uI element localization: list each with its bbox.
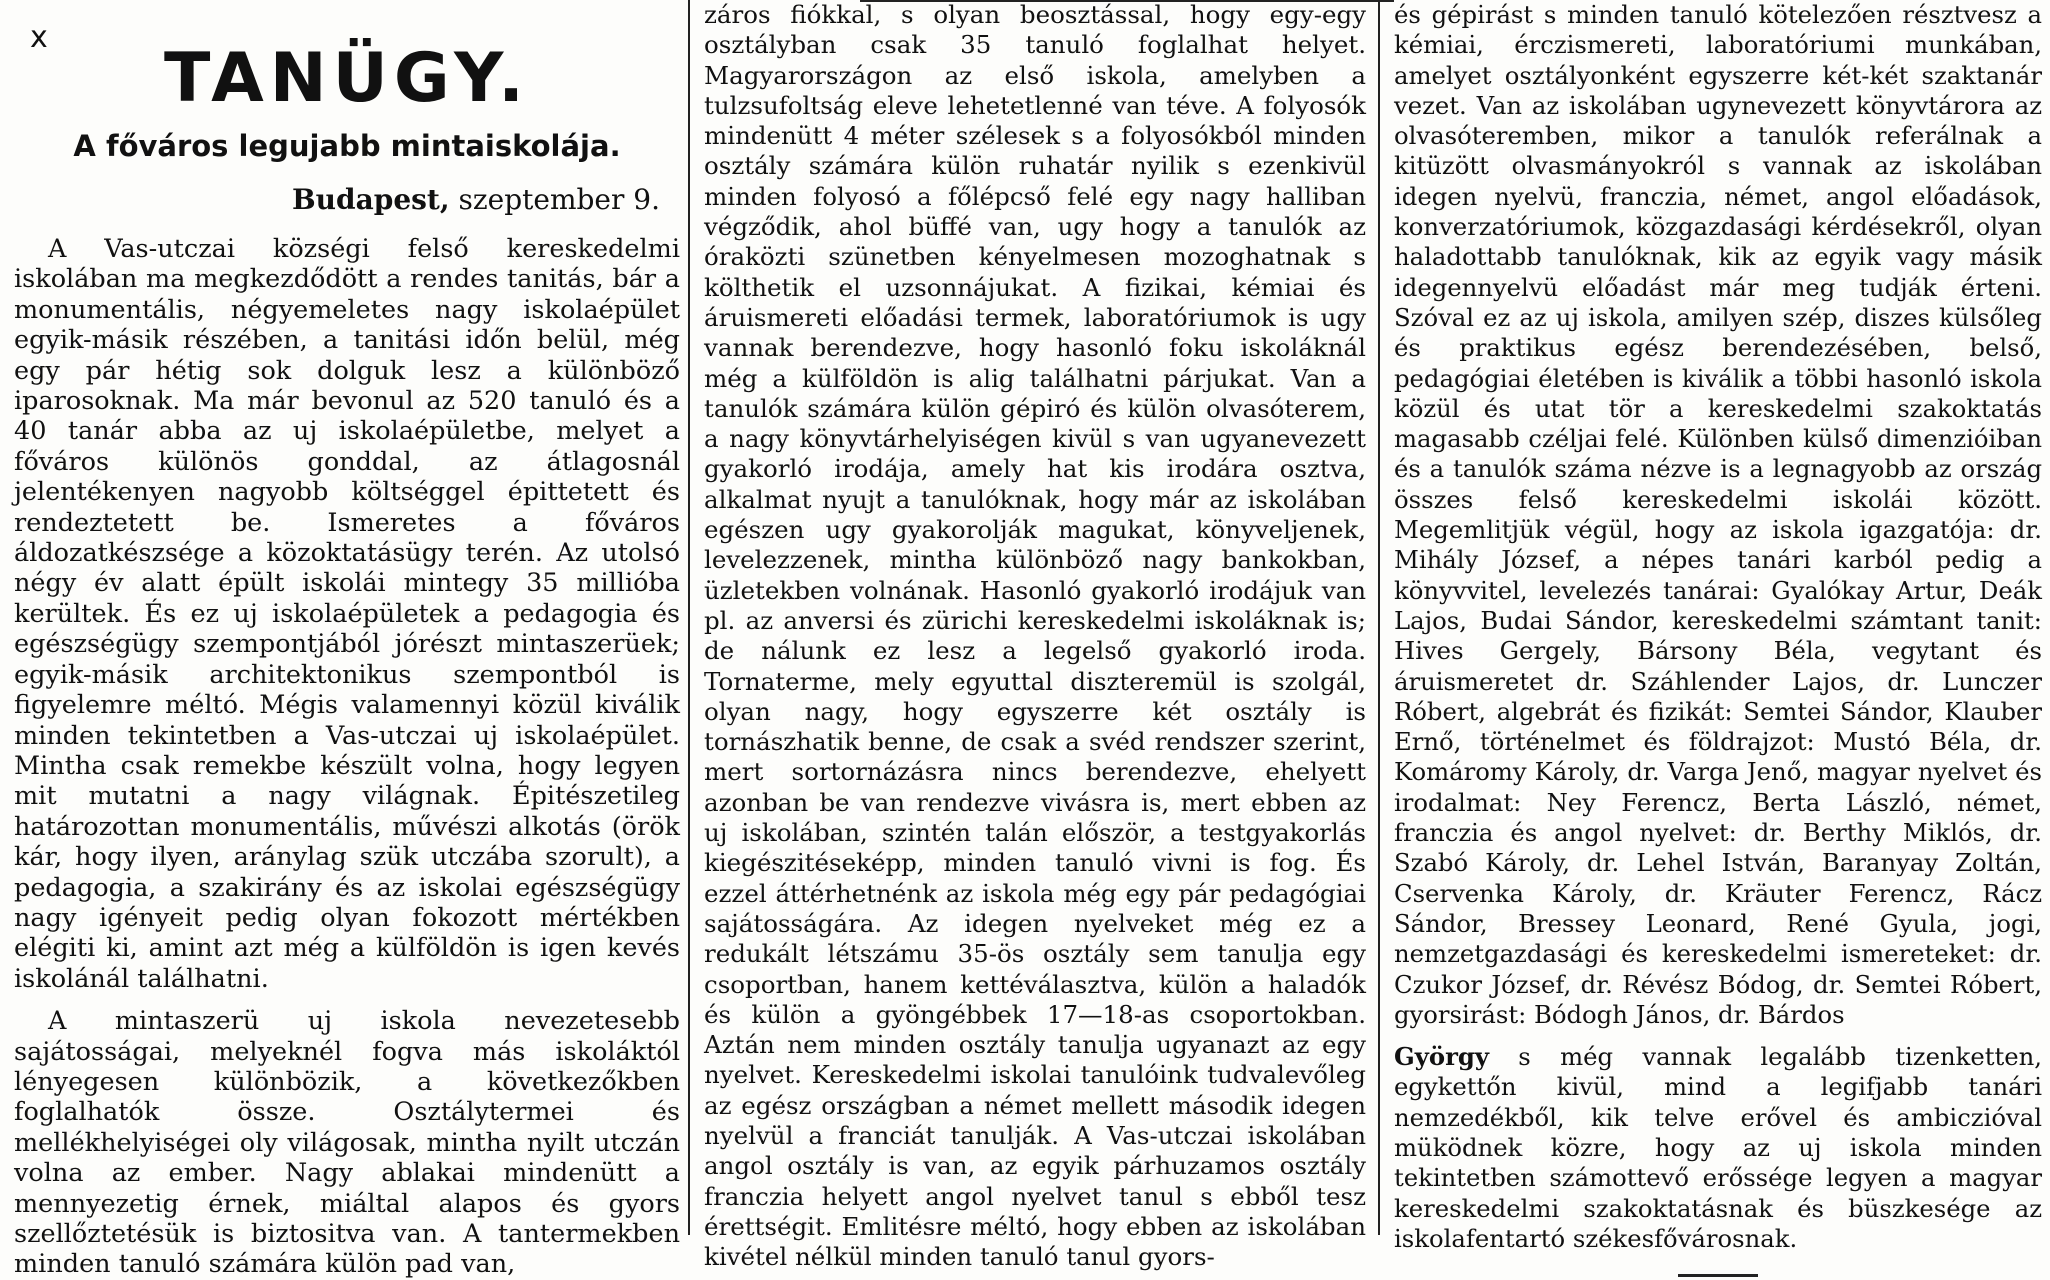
section-heading: TANÜGY. <box>164 39 530 118</box>
article-title: A főváros legujabb mintaiskolája. <box>73 129 621 163</box>
article-paragraph <box>1394 1042 2042 1254</box>
column-1 <box>0 0 690 1280</box>
paragraph-body: s még vannak legalább tizenketten, egykettőn kivül, mind a legifjabb tanári nemzedékből, kik telve erővel és ambiczióval müködnek közre, hogy az uj iskola minden tekintetben számottevő erőssége legyen a magyar kereskedelmi szakoktatásnak és büszkesége az iskolafentartó székesfővárosnak. <box>1394 1042 2042 1253</box>
paragraph-lead-word: György <box>1394 1042 1489 1072</box>
dateline <box>14 180 660 220</box>
column-3 <box>1380 0 2050 1253</box>
article-paragraph: záros fiókkal, s olyan beosztással, hogy egy-egy osztályban csak 35 tanuló foglalhat helyet. Magyarországon az első iskola, amelyben a tulzsufoltság eleve lehetetlenné van téve. A folyosók mindenütt 4 méter szélesek s a folyosókból minden osztály számára külön ruhatár nyilik s ezenkivül minden folyosó a főlépcső felé egy nagy halliban végződik, ahol büffé van, ugy hogy a tanulók az óraközti szünetben kényelmesen mozoghatnak s költhetik el uzsonnájukat. A fizikai, kémiai és áruismereti előadási termek, laboratóriumok is ugy vannak berendezve, hogy hasonló foku iskoláknál még a külföldön is alig találhatni párjukat. Van a tanulók számára külön gépiró és külön olvasóterem, a nagy könyvtárhelyiségen kivül s van ugyanevezett gyakorló irodája, amely hat kis irodára osztva, alkalmat nyujt a tanulóknak, hogy már az iskolában egészen ugy gyakorolják magukat, könyveljenek, levelezzenek, mintha különböző nagy bankokban, üzletekben volnának. Hasonló gyakorló irodájuk van pl. az anversi és zürichi kereskedelmi iskoláknak is; de nálunk ez lesz a legelső gyakorló iroda. Tornaterme, mely egyuttal diszteremül is szolgál, olyan nagy, hogy egyszerre két osztály is tornászhatik benne, de csak a svéd rendszer szerint, mert sortornázásra nincs berendezve, ehelyett azonban be van rendezve vivásra is, mert ebben az uj iskolában, szintén talán először, a testgyakorlás kiegészitéseképp, minden tanuló vivni is fog. És ezzel áttérhetnénk az iskola még egy pár pedagógiai sajátosságára. Az idegen nyelveket még ez a redukált létszámu 35-ös osztály sem tanulja egy csoportban, hanem kettéválasztva, külön a haladók és külön a gyöngébbek 17—18-as csoportokban. Aztán nem minden osztály tanulja ugyanazt az egy nyelvet. Kereskedelmi iskolai tanulóink tudvalevőleg az egész országban a német mellett második idegen nyelvül a franciát tanulják. A Vas-utczai iskolában angol osztály is van, az egyik párhuzamos osztály franczia helyett angol nyelvet tanul s ebből tesz érettségit. Emlitésre méltó, hogy ebben az iskolában kivétel nélkül minden tanuló tanul gyors- <box>704 0 1366 1272</box>
column-2 <box>690 0 1380 1272</box>
end-rule <box>1678 1274 1758 1277</box>
article-paragraph: A Vas-utczai községi felső kereskedelmi iskolában ma megkezdődött a rendes tanitás, bár a monumentális, négyemeletes nagy iskolaépület egyik-másik részében, a tanitási időn belül, még egy pár hétig sok dolguk lesz a különböző iparosoknak. Ma már bevonul az 520 tanuló és a 40 tanár abba az uj iskolaépületbe, melyet a főváros különös gonddal, az átlagosnál jelentékenyen nagyobb költséggel épittetett és rendeztetett be. Ismeretes a főváros áldozatkészsége a közoktatásügy terén. Az utolsó négy év alatt épült iskolái mintegy 35 millióba kerültek. És ez uj iskolaépületek a pedagogia és egészségügy szempontjából jórészt mintaszerüek; egyik-másik architektonikus szempontból is figyelemre méltó. Mégis valamennyi közül kiválik minden tekintetben a Vas-utczai uj iskolaépület. Mintha csak remekbe készült volna, hogy legyen mit mutatni a nagy világnak. Épitészetileg határozottan monumentális, művészi alkotás (örök kár, hogy ilyen, aránylag szük utczába szorult), a pedagogia, a szakirány és az iskolai egészségügy nagy igényeit pedig olyan fokozott mértékben elégiti ki, amint azt még a külföldön is igen kevés iskolánál találhatni. <box>14 234 680 994</box>
dateline-date: szeptember 9. <box>458 183 660 216</box>
article-paragraph: A mintaszerü uj iskola nevezetesebb sajátosságai, melyeknél fogva más iskoláktól lényegesen különbözik, a következőkben foglalhatók össze. Osztálytermei és mellékhelyiségei oly világosak, mintha nyilt utczán volna az ember. Nagy ablakai mindenütt a mennyezetig érnek, miáltal alapos és gyors szellőztetésük is biztositva van. A tantermekben minden tanuló számára külön pad van, <box>14 1006 680 1280</box>
article-paragraph: és gépirást s minden tanuló kötelezően résztvesz a kémiai, érczismereti, laboratóriumi munkában, amelyet osztályonként egyszerre két-két szaktanár vezet. Van az iskolában ugynevezett könyvtárora az olvasóteremben, mikor a tanulók referálnak a kitüzött olvasmányokról s vannak az iskolában idegen nyelvü, franczia, német, angol előadások, konverzatóriumok, közgazdasági kérdésekről, olyan haladottabb tanulóknak, kik az egyik vagy másik idegennyelvü előadást már meg tudják érteni. Szóval ez az uj iskola, amilyen szép, diszes külsőleg és praktikus egész berendezésében, belső, pedagógiai életében is kiválik a többi hasonló iskola közül és utat tör a kereskedelmi szakoktatás magasabb czéljai felé. Különben külső dimenzióiban és a tanulók száma nézve is a legnagyobb az ország összes felső kereskedelmi iskolái között. Megemlitjük végül, hogy az iskola igazgatója: dr. Mihály József, a népes tanári karból pedig a könyvvitel, levelezés tanárai: Gyalókay Artur, Deák Lajos, Budai Sándor, kereskedelmi számtant tanit: Hives Gergely, Bársony Béla, vegytant és áruismeretet dr. Száhlender Lajos, dr. Lunczer Róbert, algebrát és fizikát: Semtei Sándor, Klauber Ernő, történelmet és földrajzot: Mustó Béla, dr. Komáromy Károly, dr. Varga Jenő, magyar nyelvet és irodalmat: Ney Ferencz, Berta László, német, franczia és angol nyelvet: dr. Berthy Miklós, dr. Szabó Károly, dr. Lehel István, Baranyay Zoltán, Cservenka Károly, dr. Kräuter Ferencz, Rácz Sándor, Bressey Leonard, René Gyula, jogi, nemzetgazdasági és kereskedelmi ismereteket: dr. Czukor József, dr. Révész Bódog, dr. Semtei Róbert, gyorsirást: Bódogh János, dr. Bárdos <box>1394 0 2042 1029</box>
corner-mark: x <box>30 20 48 55</box>
dateline-place: Budapest, <box>292 183 450 216</box>
